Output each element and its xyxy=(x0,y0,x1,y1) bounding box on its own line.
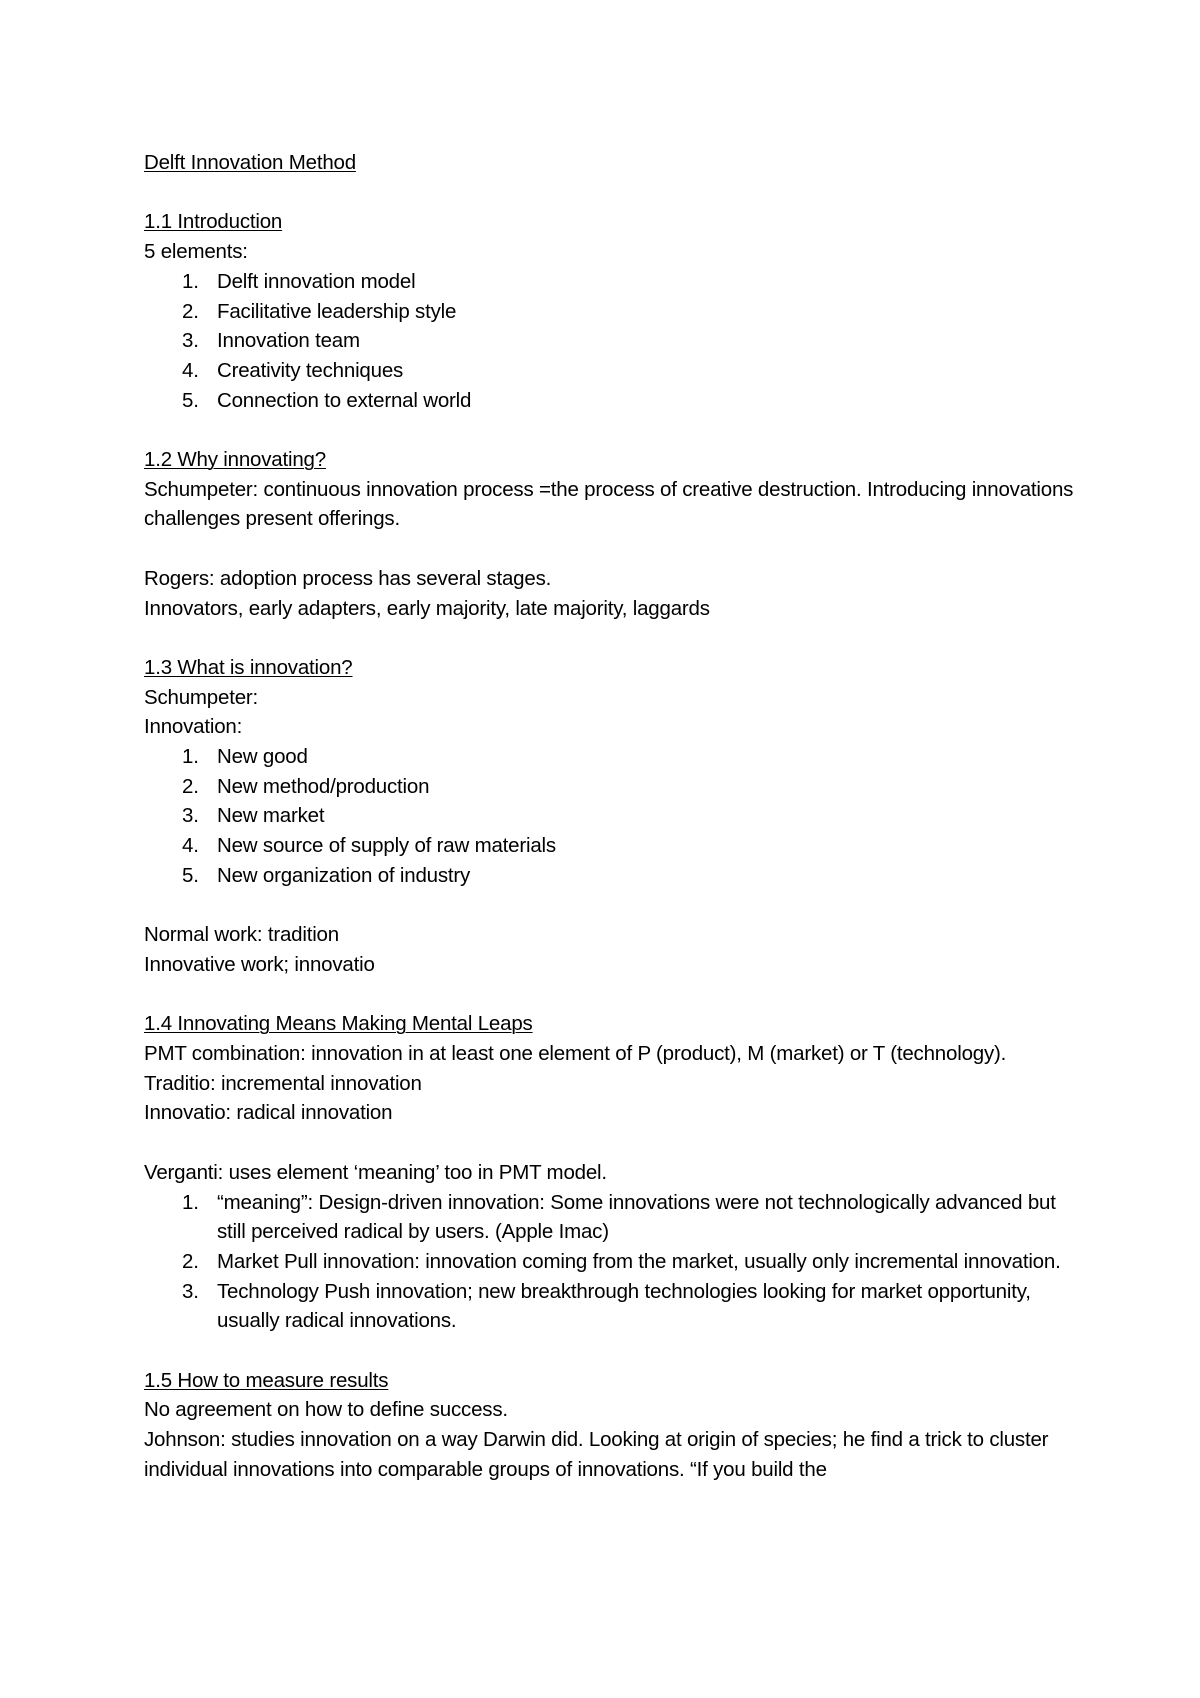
section-heading-measure-results: 1.5 How to measure results xyxy=(144,1368,389,1392)
list-item-text: “meaning”: Design-driven innovation: Some innovations were not technologically advanced but still perceived radical by users. (Apple Imac) xyxy=(217,1190,1056,1244)
list-item xyxy=(144,742,1074,772)
document-body xyxy=(144,148,1074,1485)
document-title: Delft Innovation Method xyxy=(144,151,356,174)
spacer xyxy=(144,1336,1074,1366)
pmt-paragraph: PMT combination: innovation in at least one element of P (product), M (market) or T (technology). xyxy=(144,1042,1007,1065)
verganti-line: Verganti: uses element ‘meaning’ too in PMT model. xyxy=(144,1160,607,1184)
list-item-text: Innovation team xyxy=(217,329,360,353)
list-item xyxy=(144,297,1074,327)
list-number: 3. xyxy=(182,804,199,828)
rogers-paragraph: Rogers: adoption process has several stages. xyxy=(144,566,552,590)
innovation-drivers-list xyxy=(144,1188,1074,1337)
intro-elements-list xyxy=(144,267,1074,416)
list-item-text: Market Pull innovation: innovation coming from the market, usually only incremental innovation. xyxy=(217,1249,1061,1273)
list-item-text: Delft innovation model xyxy=(217,269,416,293)
intro-lead: 5 elements: xyxy=(144,240,248,264)
list-item-text: New good xyxy=(217,745,308,768)
normal-work-line: Normal work: tradition xyxy=(144,923,339,947)
list-number: 1. xyxy=(182,269,199,293)
list-item xyxy=(144,267,1074,297)
adopter-categories: Innovators, early adapters, early majority, late majority, laggards xyxy=(144,596,710,620)
list-number: 1. xyxy=(182,1190,199,1214)
section-heading-introduction: 1.1 Introduction xyxy=(144,210,283,234)
schumpeter-paragraph: Schumpeter: continuous innovation process =the process of creative destruction. Introducing innovations challenges present offerings. xyxy=(144,477,1074,531)
list-number: 4. xyxy=(182,358,199,382)
innovation-label: Innovation: xyxy=(144,715,243,739)
list-item xyxy=(144,772,1074,802)
list-item xyxy=(144,326,1074,356)
list-item xyxy=(144,1247,1074,1277)
list-item-text: New method/production xyxy=(217,774,430,798)
list-item xyxy=(144,386,1074,416)
traditio-line: Traditio: incremental innovation xyxy=(144,1071,422,1095)
agreement-line: No agreement on how to define success. xyxy=(144,1398,508,1422)
johnson-paragraph: Johnson: studies innovation on a way Darwin did. Looking at origin of species; he find a trick to cluster individual innovations into comparable groups of innovations. “If you build the xyxy=(144,1428,1049,1481)
spacer xyxy=(144,623,1074,653)
schumpeter-label: Schumpeter: xyxy=(144,685,259,709)
list-number: 5. xyxy=(182,388,199,412)
list-item-text: Facilitative leadership style xyxy=(217,299,457,323)
list-item-text: New source of supply of raw materials xyxy=(217,834,556,858)
innovative-work-line: Innovative work; innovatio xyxy=(144,952,375,976)
list-item xyxy=(144,831,1074,861)
innovatio-line: Innovatio: radical innovation xyxy=(144,1101,393,1125)
list-item-text: Creativity techniques xyxy=(217,358,404,382)
list-number: 3. xyxy=(182,329,199,353)
list-number: 1. xyxy=(182,745,199,768)
spacer xyxy=(144,415,1074,445)
list-item xyxy=(144,861,1074,891)
spacer xyxy=(144,178,1074,208)
section-heading-mental-leaps: 1.4 Innovating Means Making Mental Leaps xyxy=(144,1012,533,1036)
list-number: 2. xyxy=(182,1249,199,1273)
list-number: 5. xyxy=(182,863,199,887)
spacer xyxy=(144,980,1074,1010)
list-item-text: Technology Push innovation; new breakthrough technologies looking for market opportunity, usually radical innovations. xyxy=(217,1279,1031,1333)
section-heading-what-is-innovation: 1.3 What is innovation? xyxy=(144,655,353,679)
list-number: 2. xyxy=(182,774,199,798)
spacer xyxy=(144,1128,1074,1158)
list-item-text: Connection to external world xyxy=(217,388,472,412)
list-item xyxy=(144,1188,1074,1247)
list-item-text: New market xyxy=(217,804,325,828)
list-item-text: New organization of industry xyxy=(217,863,471,887)
innovation-types-list xyxy=(144,742,1074,891)
list-item xyxy=(144,801,1074,831)
list-number: 3. xyxy=(182,1279,199,1303)
list-number: 2. xyxy=(182,299,199,323)
section-heading-why-innovating: 1.2 Why innovating? xyxy=(144,448,326,471)
spacer xyxy=(144,534,1074,564)
list-number: 4. xyxy=(182,834,199,858)
list-item xyxy=(144,356,1074,386)
spacer xyxy=(144,891,1074,921)
list-item xyxy=(144,1277,1074,1336)
